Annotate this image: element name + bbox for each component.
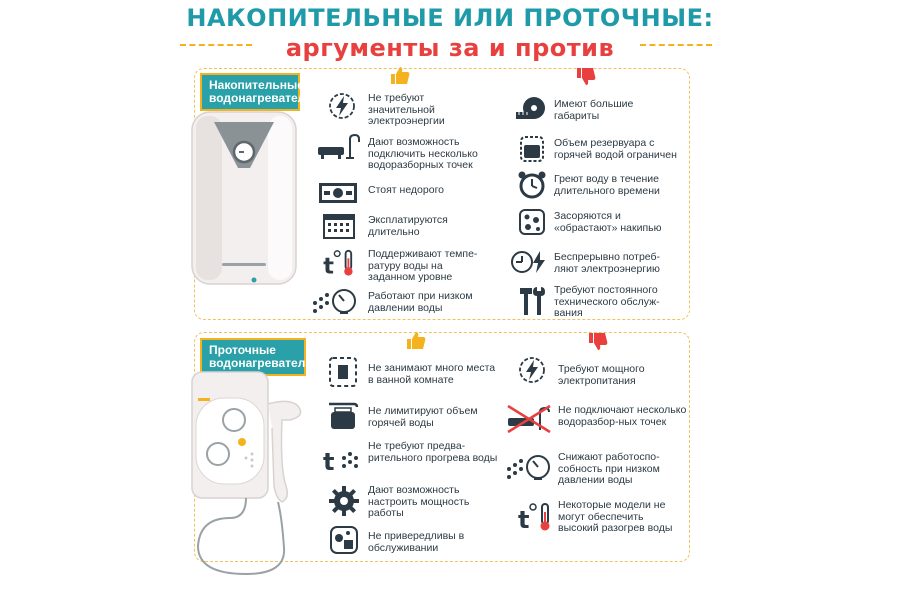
instant-con-2: Не подключают несколько водоразбор-ных точек [558,404,687,428]
svg-text:t: t [518,506,530,532]
instant-pro-1: Не занимают много места в ванной комнате [368,362,496,386]
clock-lightning-icon [510,248,550,276]
thumb-up-icon [405,330,427,352]
storage-con-6: Требуют постоянного технического обслуж-вания [554,284,660,319]
calendar-icon [322,212,356,240]
storage-heater-image [188,108,300,288]
thumb-down-icon [587,330,609,352]
storage-pro-5: Поддерживают темпе-ратуру воды на заданном уровне [368,248,478,283]
storage-con-5: Беспрерывно потреб-ляют электроэнергию [554,251,661,275]
easy-maintenance-icon [328,524,360,556]
storage-con-2: Объем резервуара с горячей водой ограничен [554,137,677,161]
instant-con-1: Требуют мощного электропитания [558,363,645,387]
lightning-icon [518,356,546,384]
svg-text:t: t [323,448,335,474]
instant-pro-2: Не лимитируют объем горячей воды [368,405,478,429]
pressure-gauge-icon [312,287,358,315]
gear-icon [328,485,360,517]
alarm-clock-icon [517,170,547,200]
tank-icon [518,135,546,163]
banknote-icon [318,179,358,207]
unlimited-water-icon [326,398,360,432]
crossed-bathtub-icon [506,404,552,434]
storage-pro-1: Не требуют значительной электроэнергии [368,92,445,127]
tape-measure-icon [514,94,548,122]
thumb-up-icon [389,65,411,87]
storage-pro-6: Работают при низком давлении воды [368,290,473,314]
instant-pro-3: Не требуют предва-рительного прогрева воды [368,440,498,464]
instant-con-4: Некоторые модели не могут обеспечить высокий разогрев воды [558,499,673,534]
storage-pro-4: Эксплатируются длительно [368,214,448,238]
storage-con-3: Греют воду в течение длительного времени [554,173,660,197]
compact-size-icon [326,355,360,389]
instant-pro-5: Не привередливы в обслуживании [368,530,465,554]
instant-con-3: Снижают работоспо-собность при низком давлении воды [558,451,660,486]
lightning-icon [328,92,356,120]
pressure-gauge-icon [506,453,552,481]
wrench-hammer-icon [518,285,546,317]
thermometer-icon [322,249,358,277]
instant-heater-image [186,368,310,580]
bathtub-icon [316,133,360,161]
instant-badge: Проточные водонагреватели [200,338,306,376]
svg-text:t: t [323,253,334,277]
storage-pro-2: Дают возможность подключить несколько водоразборных точек [368,136,478,171]
storage-pro-3: Стоят недорого [368,184,445,196]
storage-badge: Накопительные водонагреватели [200,73,300,111]
storage-con-4: Засоряются и «обрастают» накипью [554,210,662,234]
storage-con-1: Имеют большие габариты [554,98,634,122]
thumb-down-icon [575,65,597,87]
scale-deposit-icon [518,208,546,236]
no-preheat-icon [322,444,362,474]
page-subtitle: аргументы за и против [285,34,615,62]
instant-pro-4: Дают возможность настроить мощность работы [368,484,470,519]
page-title: НАКОПИТЕЛЬНЫЕ ИЛИ ПРОТОЧНЫЕ: [186,4,714,32]
thermometer-icon [518,502,554,532]
